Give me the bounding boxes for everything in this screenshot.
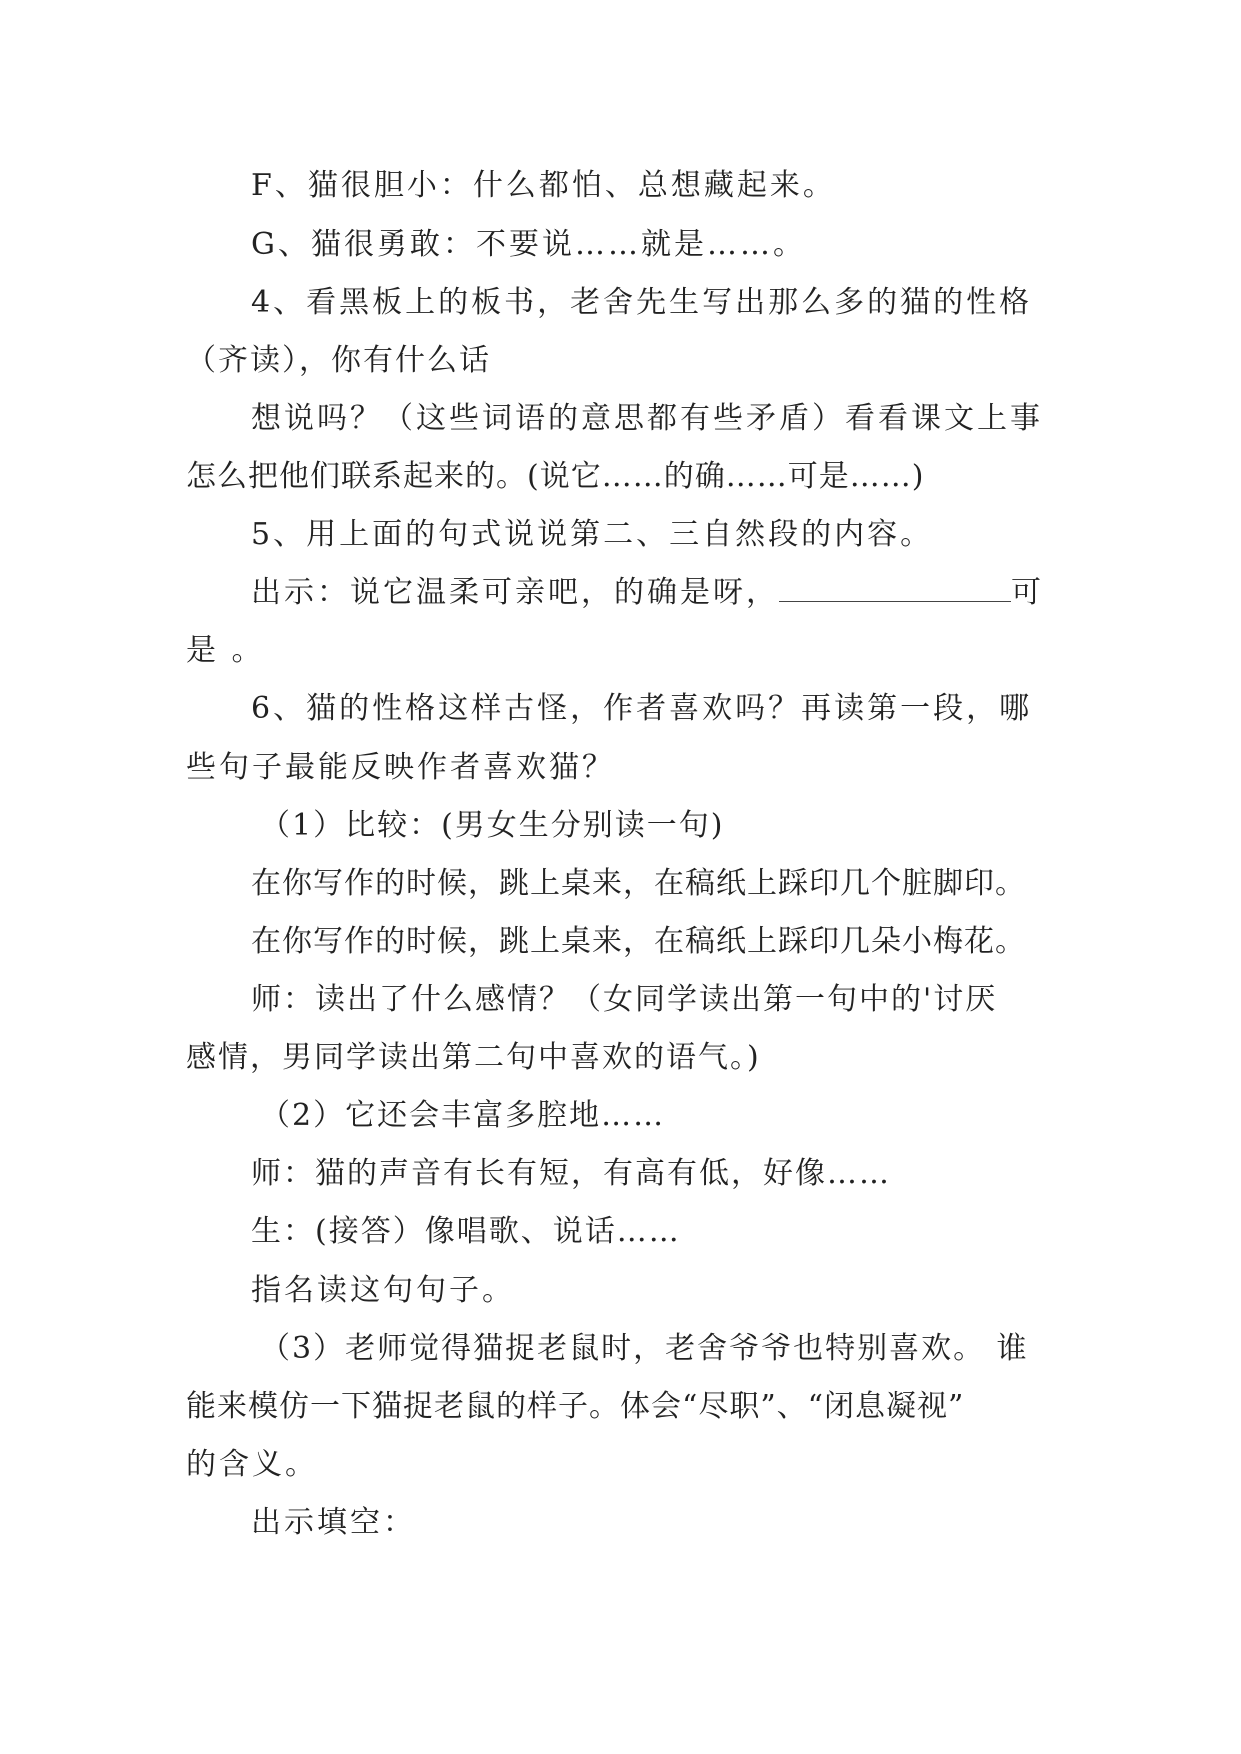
text-line: 在你写作的时候，跳上桌来，在稿纸上踩印几朵小梅花。 [251, 924, 1026, 959]
text-line: 4、看黑板上的板书，老舍先生写出那么多的猫的性格 [251, 285, 1033, 320]
text-line: 的含义。 [186, 1447, 318, 1482]
fill-in-prompt: 出示：说它温柔可亲吧，的确是呀， [251, 575, 779, 610]
text-line: 能来模仿一下猫捉老鼠的样子。体会“尽职”、“闭息凝视” [186, 1389, 965, 1424]
text-line: （1）比较：(男女生分别读一句) [260, 808, 725, 843]
fill-in-suffix: 可 [1011, 575, 1044, 610]
text-line: 生：(接答）像唱歌、说话…… [251, 1214, 681, 1249]
text-line: 是 。 [186, 633, 265, 668]
text-line: 师：读出了什么感情？（女同学读出第一句中的'讨厌 [251, 982, 998, 1017]
answer-blank [779, 575, 1011, 602]
text-line: （齐读），你有什么话 [186, 343, 491, 378]
text-line: 指名读这句句子。 [251, 1273, 515, 1308]
text-line: 在你写作的时候，跳上桌来，在稿纸上踩印几个脏脚印。 [251, 866, 1026, 901]
text-line: 想说吗？（这些词语的意思都有些矛盾）看看课文上事 [251, 401, 1043, 436]
fill-in-line [251, 575, 1044, 611]
text-line: 5、用上面的句式说说第二、三自然段的内容。 [251, 517, 934, 552]
text-line: F、猫很胆小：什么都怕、总想藏起来。 [251, 168, 836, 203]
text-line: 怎么把他们联系起来的。(说它……的确……可是……) [186, 459, 925, 494]
text-line: 些句子最能反映作者喜欢猫？ [186, 750, 615, 785]
text-line: G、猫很勇敢：不要说……就是……。 [251, 227, 806, 262]
text-line: 出示填空： [251, 1505, 416, 1540]
text-line: （2）它还会丰富多腔地…… [260, 1098, 666, 1133]
text-line: 师：猫的声音有长有短，有高有低，好像…… [251, 1156, 891, 1191]
text-line: 6、猫的性格这样古怪，作者喜欢吗？再读第一段，哪 [251, 691, 1033, 726]
text-line: 感情，男同学读出第二句中喜欢的语气。) [186, 1040, 761, 1075]
text-line: （3）老师觉得猫捉老鼠时，老舍爷爷也特别喜欢。 谁 [260, 1331, 1029, 1366]
